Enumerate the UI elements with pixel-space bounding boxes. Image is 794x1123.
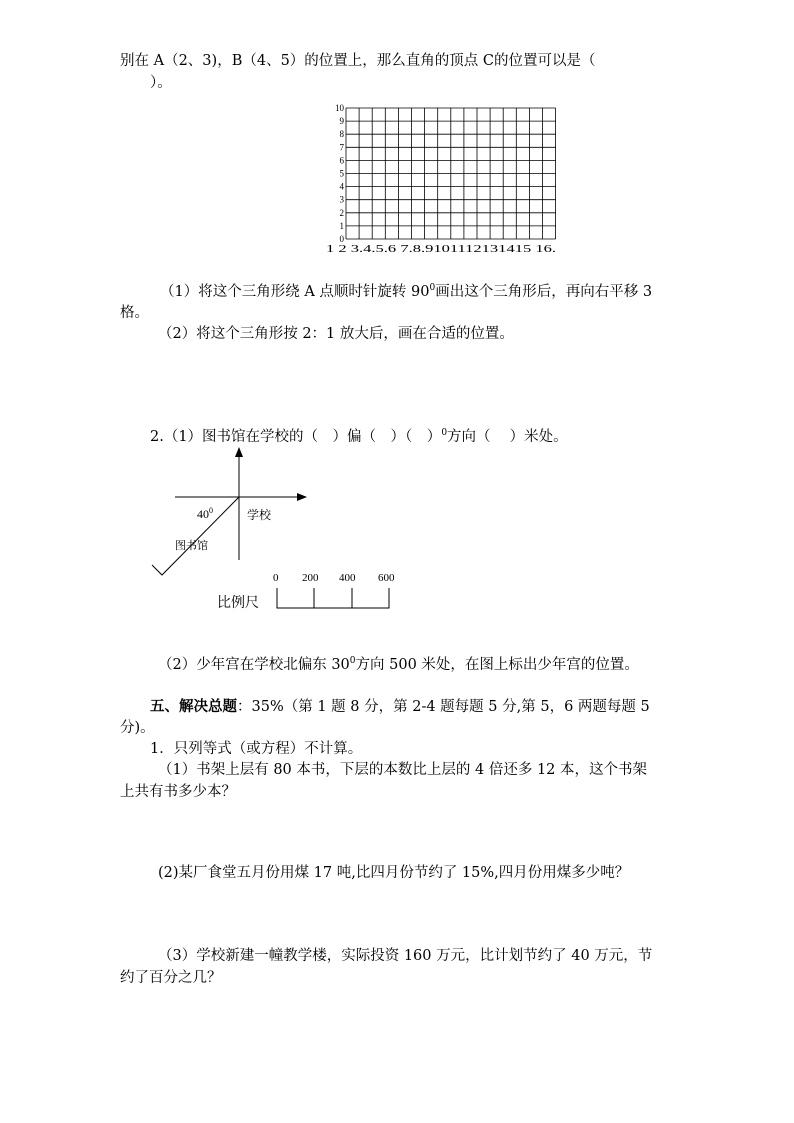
section5-item1: 1．只列等式（或方程）不计算。 (150, 741, 363, 757)
section5-desc-line2: 分)。 (120, 720, 155, 736)
section5-title: 五、解决总题 (150, 698, 237, 715)
y-axis-label: 10 (335, 103, 344, 113)
part1-q2: （2）将这个三角形按 2：1 放大后，画在合适的位置。 (158, 326, 514, 342)
problem3-line2: 约了百分之几？ (120, 970, 222, 986)
problem2: (2)某厂食堂五月份用煤 17 吨,比四月份节约了 15%,四月份用煤多少吨？ (158, 865, 630, 881)
scale-tick-400: 400 (339, 572, 356, 584)
y-axis-label: 7 (339, 142, 344, 153)
angle-label: $40^0$ (197, 506, 213, 521)
section5-desc: ：35%（第 1 题 8 分，第 2-4 题每题 5 分,第 5，6 两题每题 5 (237, 699, 650, 715)
part1-q1: （1）将这个三角形绕 A 点顺时针旋转 $90^0$画出这个三角形后，再向右平移 3 (160, 283, 653, 300)
direction-diagram (140, 440, 420, 620)
section5-header (150, 698, 650, 716)
y-axis-label: 6 (339, 155, 344, 166)
school-label: 学校 (247, 508, 272, 522)
y-axis-label: 4 (339, 181, 344, 192)
part2-q1: 2.（1）图书馆在学校的（ ）偏（ ）（ ）$^0$方向（ ）米处。 (150, 428, 568, 445)
scale-tick-200: 200 (302, 572, 319, 584)
intro-line-1: 别在 A（2、3)，B（4、5）的位置上，那么直角的顶点 C的位置可以是（ (120, 53, 596, 69)
y-axis-label: 3 (339, 194, 344, 205)
problem1-line1: （1）书架上层有 80 本书，下层的本数比上层的 4 倍还多 12 本，这个书架 (158, 762, 648, 778)
problem3-line1: （3）学校新建一幢教学楼，实际投资 160 万元，比计划节约了 40 万元，节 (158, 948, 653, 964)
y-axis-label: 0 (339, 234, 344, 244)
y-axis-label: 8 (339, 129, 344, 140)
part2-q2: （2）少年宫在学校北偏东 $30^0$方向 500 米处，在图上标出少年宫的位置。 (158, 656, 639, 673)
coordinate-grid (326, 96, 576, 266)
intro-line-2: ）。 (150, 75, 172, 91)
scale-tick-0: 0 (273, 572, 279, 584)
library-label: 图书馆 (175, 540, 208, 552)
scale-label: 比例尺 (217, 596, 259, 611)
y-axis-label: 5 (339, 168, 344, 179)
problem1-line2: 上共有书多少本？ (120, 784, 236, 800)
x-axis-labels: 1 2 3.4.5.6 7.8.9101112131415 16. (326, 244, 556, 255)
y-axis-label: 9 (339, 116, 344, 127)
scale-tick-600: 600 (378, 572, 395, 584)
y-axis-label: 2 (339, 207, 344, 218)
y-axis-label: 1 (339, 220, 344, 231)
scale-bar (277, 588, 389, 608)
library-direction-arrow (152, 497, 239, 575)
part1-q1-line2: 格。 (120, 305, 149, 321)
